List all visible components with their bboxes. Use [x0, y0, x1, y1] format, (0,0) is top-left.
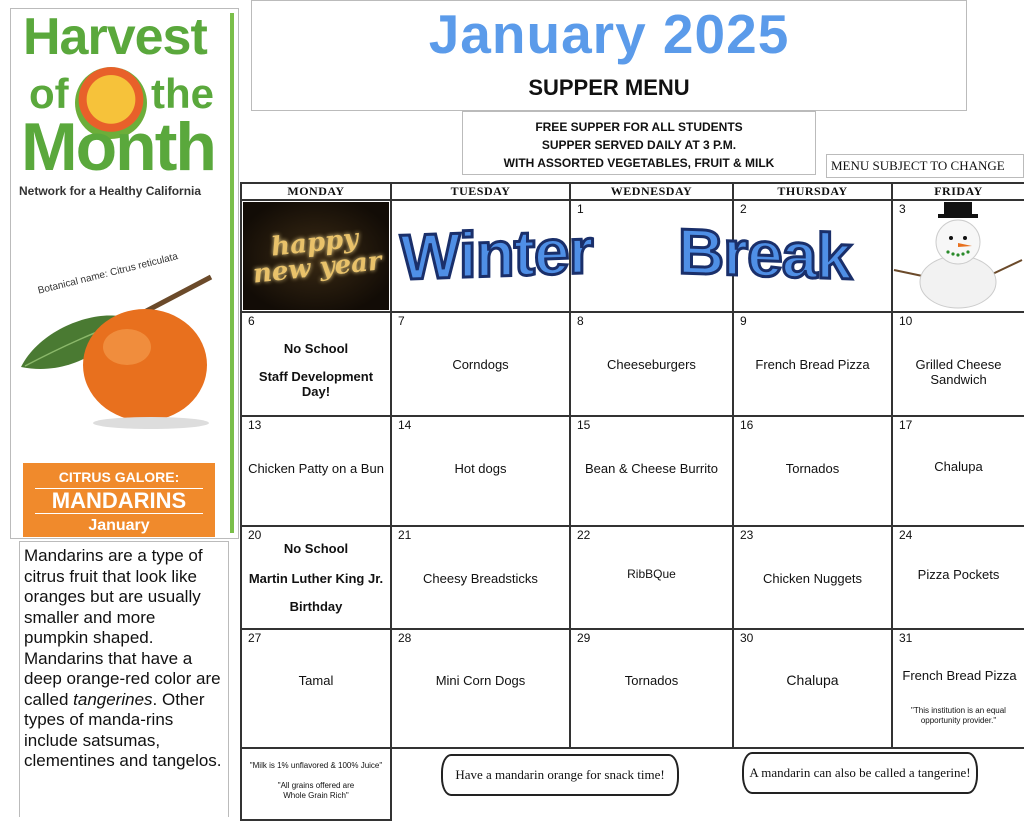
month-label: January	[88, 516, 150, 534]
description-part2: . Other types of manda-rins include satsumas, clementines and tangelos.	[24, 689, 222, 770]
header	[251, 0, 967, 111]
day-number: 23	[740, 528, 754, 542]
winter-break-word-1: Winter	[400, 214, 593, 294]
meal-item: Chicken Patty on a Bun	[248, 461, 384, 476]
day-cell	[391, 416, 570, 526]
day-cell	[733, 526, 892, 629]
day-number: 1	[577, 202, 584, 216]
no-school-label: No School	[283, 541, 349, 556]
network-tagline: Network for a Healthy California	[19, 184, 202, 198]
day-cell	[570, 416, 733, 526]
day-cell	[241, 312, 391, 416]
logo-of-text: of	[29, 70, 69, 117]
holiday-label: Martin Luther King Jr.	[248, 571, 384, 586]
day-number: 9	[740, 314, 747, 328]
day-cell	[241, 629, 391, 748]
mandarin-description	[19, 541, 229, 817]
meal-item: French Bread Pizza	[755, 357, 870, 372]
week-row-3	[241, 416, 1024, 526]
info-line-1: FREE SUPPER FOR ALL STUDENTS	[535, 120, 743, 134]
meal-item: Mini Corn Dogs	[435, 673, 526, 688]
day-number: 3	[899, 202, 906, 216]
fruit-name: MANDARINS	[35, 488, 203, 514]
page-title: January 2025	[428, 3, 790, 65]
tangerine-banner: A mandarin can also be called a tangerine!	[742, 752, 978, 794]
week-row-2	[241, 312, 1024, 416]
holiday-label: Staff Development Day!	[258, 369, 374, 399]
meal-item: Grilled Cheese Sandwich	[915, 357, 1002, 387]
meal-item: Pizza Pockets	[917, 567, 1000, 582]
winter-break-word-2: Break	[678, 214, 851, 294]
meal-item: Tamal	[298, 673, 334, 688]
happy-new-year-text: happy new year	[251, 223, 383, 290]
day-cell	[733, 629, 892, 748]
week-row-4	[241, 526, 1024, 629]
description-emphasis: tangerines	[73, 689, 153, 709]
header-friday: FRIDAY	[892, 183, 1024, 200]
header-thursday: THURSDAY	[733, 183, 892, 200]
meal-item: Chalupa	[786, 672, 839, 688]
grain-note: "All grains offered are Whole Grain Rich"	[277, 781, 355, 800]
day-number: 24	[899, 528, 913, 542]
day-cell	[241, 200, 391, 312]
day-cell	[570, 629, 733, 748]
no-school-label: No School	[283, 341, 349, 356]
meal-item: Corndogs	[452, 357, 509, 372]
day-cell	[892, 416, 1024, 526]
snack-banner: Have a mandarin orange for snack time!	[441, 754, 679, 796]
header-tuesday: TUESDAY	[391, 183, 570, 200]
day-number: 22	[577, 528, 591, 542]
day-number: 20	[248, 528, 262, 542]
day-number: 6	[248, 314, 255, 328]
day-number: 28	[398, 631, 412, 645]
weekday-header-row	[241, 183, 1024, 200]
day-number: 31	[899, 631, 913, 645]
day-number: 13	[248, 418, 262, 432]
logo-month-text: Month	[21, 109, 215, 185]
day-number: 29	[577, 631, 591, 645]
week-row-5	[241, 629, 1024, 748]
day-number: 10	[899, 314, 913, 328]
meal-item: Chalupa	[934, 459, 983, 474]
day-cell	[570, 526, 733, 629]
meal-item: Hot dogs	[454, 461, 507, 476]
meal-item: Chicken Nuggets	[763, 571, 862, 586]
day-cell	[391, 312, 570, 416]
day-cell	[241, 526, 391, 629]
day-number: 16	[740, 418, 754, 432]
meal-item: Tornados	[624, 673, 679, 688]
menu-change-note: MENU SUBJECT TO CHANGE	[826, 154, 1024, 178]
day-number: 15	[577, 418, 591, 432]
meal-item: Bean & Cheese Burrito	[585, 461, 718, 476]
day-cell	[391, 526, 570, 629]
meal-item: Cheesy Breadsticks	[423, 571, 538, 586]
day-number: 17	[899, 418, 913, 432]
day-number: 7	[398, 314, 405, 328]
supper-info-box	[462, 111, 816, 175]
day-cell	[733, 312, 892, 416]
day-cell	[892, 629, 1024, 748]
day-number: 21	[398, 528, 412, 542]
header-monday: MONDAY	[241, 183, 391, 200]
day-number: 27	[248, 631, 262, 645]
day-number: 8	[577, 314, 584, 328]
notes-cell	[241, 748, 391, 820]
day-cell	[892, 312, 1024, 416]
holiday-label-2: Birthday	[289, 599, 343, 614]
logo-harvest-text: Harvest	[23, 8, 207, 66]
description-part1: Mandarins are a type of citrus fruit that look like oranges but are usually smaller and more pumpkin shaped. Mandarins that have a deep orange-red color are called	[24, 546, 221, 709]
citrus-label: CITRUS GALORE:	[58, 469, 180, 485]
snowman-image	[892, 200, 1024, 310]
day-number: 14	[398, 418, 412, 432]
day-cell	[241, 416, 391, 526]
day-number: 30	[740, 631, 754, 645]
citrus-galore-box	[23, 463, 215, 537]
day-cell	[391, 629, 570, 748]
day-cell	[892, 526, 1024, 629]
meal-item: Cheeseburgers	[607, 357, 696, 372]
botanical-name: Botanical name: Citrus reticulata	[36, 251, 180, 297]
milk-note: "Milk is 1% unflavored & 100% Juice"	[249, 761, 383, 770]
day-number: 2	[740, 202, 747, 216]
meal-item: Tornados	[785, 461, 840, 476]
happy-new-year-image	[243, 202, 389, 310]
info-line-3: WITH ASSORTED VEGETABLES, FRUIT & MILK	[503, 156, 775, 170]
meal-item: French Bread Pizza	[902, 668, 1017, 683]
info-line-2: SUPPER SERVED DAILY AT 3 P.M.	[541, 138, 737, 152]
meal-item: RibBQue	[627, 567, 676, 581]
day-cell	[733, 416, 892, 526]
logo-the-text: the	[151, 70, 214, 117]
header-wednesday: WEDNESDAY	[570, 183, 733, 200]
equal-opportunity-note: "This institution is an equal opportunity provider."	[911, 706, 1006, 725]
day-cell	[570, 312, 733, 416]
harvest-of-the-month-panel	[10, 8, 239, 539]
page-subtitle: SUPPER MENU	[528, 75, 690, 100]
